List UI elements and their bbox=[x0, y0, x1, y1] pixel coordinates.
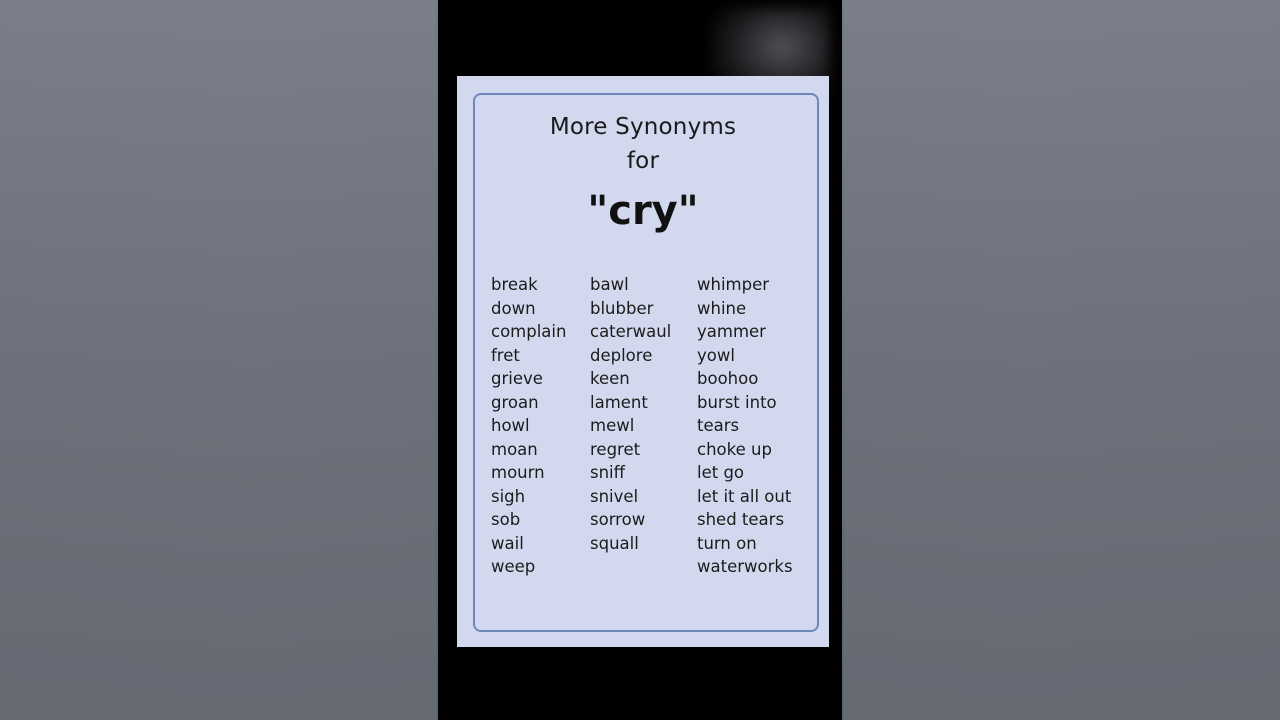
synonym-item: let it all out bbox=[697, 486, 792, 506]
synonym-item: wail bbox=[491, 533, 524, 553]
synonym-item: tears bbox=[697, 416, 740, 435]
synonym-item: sorrow bbox=[590, 510, 646, 529]
synonym-item: grieve bbox=[491, 369, 543, 388]
synonym-card bbox=[457, 76, 829, 647]
synonym-column-3 bbox=[697, 273, 793, 579]
synonym-item: turn on bbox=[697, 533, 757, 553]
synonym-item: boohoo bbox=[697, 369, 759, 388]
synonym-item: burst into bbox=[697, 392, 777, 412]
synonym-item: sob bbox=[491, 510, 521, 529]
synonym-item: down bbox=[491, 298, 536, 318]
synonym-item: whine bbox=[697, 298, 747, 318]
synonym-item: waterworks bbox=[697, 557, 793, 576]
synonym-item: blubber bbox=[590, 298, 654, 318]
synonym-item: fret bbox=[491, 345, 520, 365]
synonym-item: whimper bbox=[697, 275, 770, 294]
synonym-item: caterwaul bbox=[590, 322, 672, 341]
synonym-column-1 bbox=[491, 273, 566, 579]
synonym-item: moan bbox=[491, 439, 538, 459]
synonym-item: sniff bbox=[590, 463, 626, 482]
blurred-background-left bbox=[0, 0, 438, 720]
synonym-item: regret bbox=[590, 439, 641, 459]
synonym-item: break bbox=[491, 275, 538, 294]
synonym-item: lament bbox=[590, 392, 648, 412]
synonym-item: weep bbox=[491, 557, 536, 576]
synonym-item: shed tears bbox=[697, 510, 785, 529]
synonym-item: groan bbox=[491, 392, 539, 412]
synonym-item: bawl bbox=[590, 275, 629, 294]
synonym-item: let go bbox=[697, 463, 745, 482]
card-headword: "cry" bbox=[587, 188, 699, 234]
blurred-background-right bbox=[842, 0, 1280, 720]
card-title-line-1: More Synonyms bbox=[549, 114, 737, 140]
synonym-item: sigh bbox=[491, 486, 526, 506]
synonym-item: keen bbox=[590, 369, 630, 388]
synonym-item: choke up bbox=[697, 439, 772, 459]
synonym-item: yowl bbox=[697, 345, 735, 365]
synonym-item: snivel bbox=[590, 486, 639, 506]
card-title-line-2: for bbox=[626, 148, 660, 174]
synonym-item: complain bbox=[491, 322, 567, 341]
synonym-item: deplore bbox=[590, 345, 653, 365]
synonym-item: yammer bbox=[697, 322, 766, 341]
synonym-column-2 bbox=[590, 273, 671, 555]
synonym-item: mourn bbox=[491, 463, 545, 482]
synonym-item: howl bbox=[491, 416, 530, 435]
synonym-item: mewl bbox=[590, 416, 635, 435]
synonym-item: squall bbox=[590, 533, 639, 553]
